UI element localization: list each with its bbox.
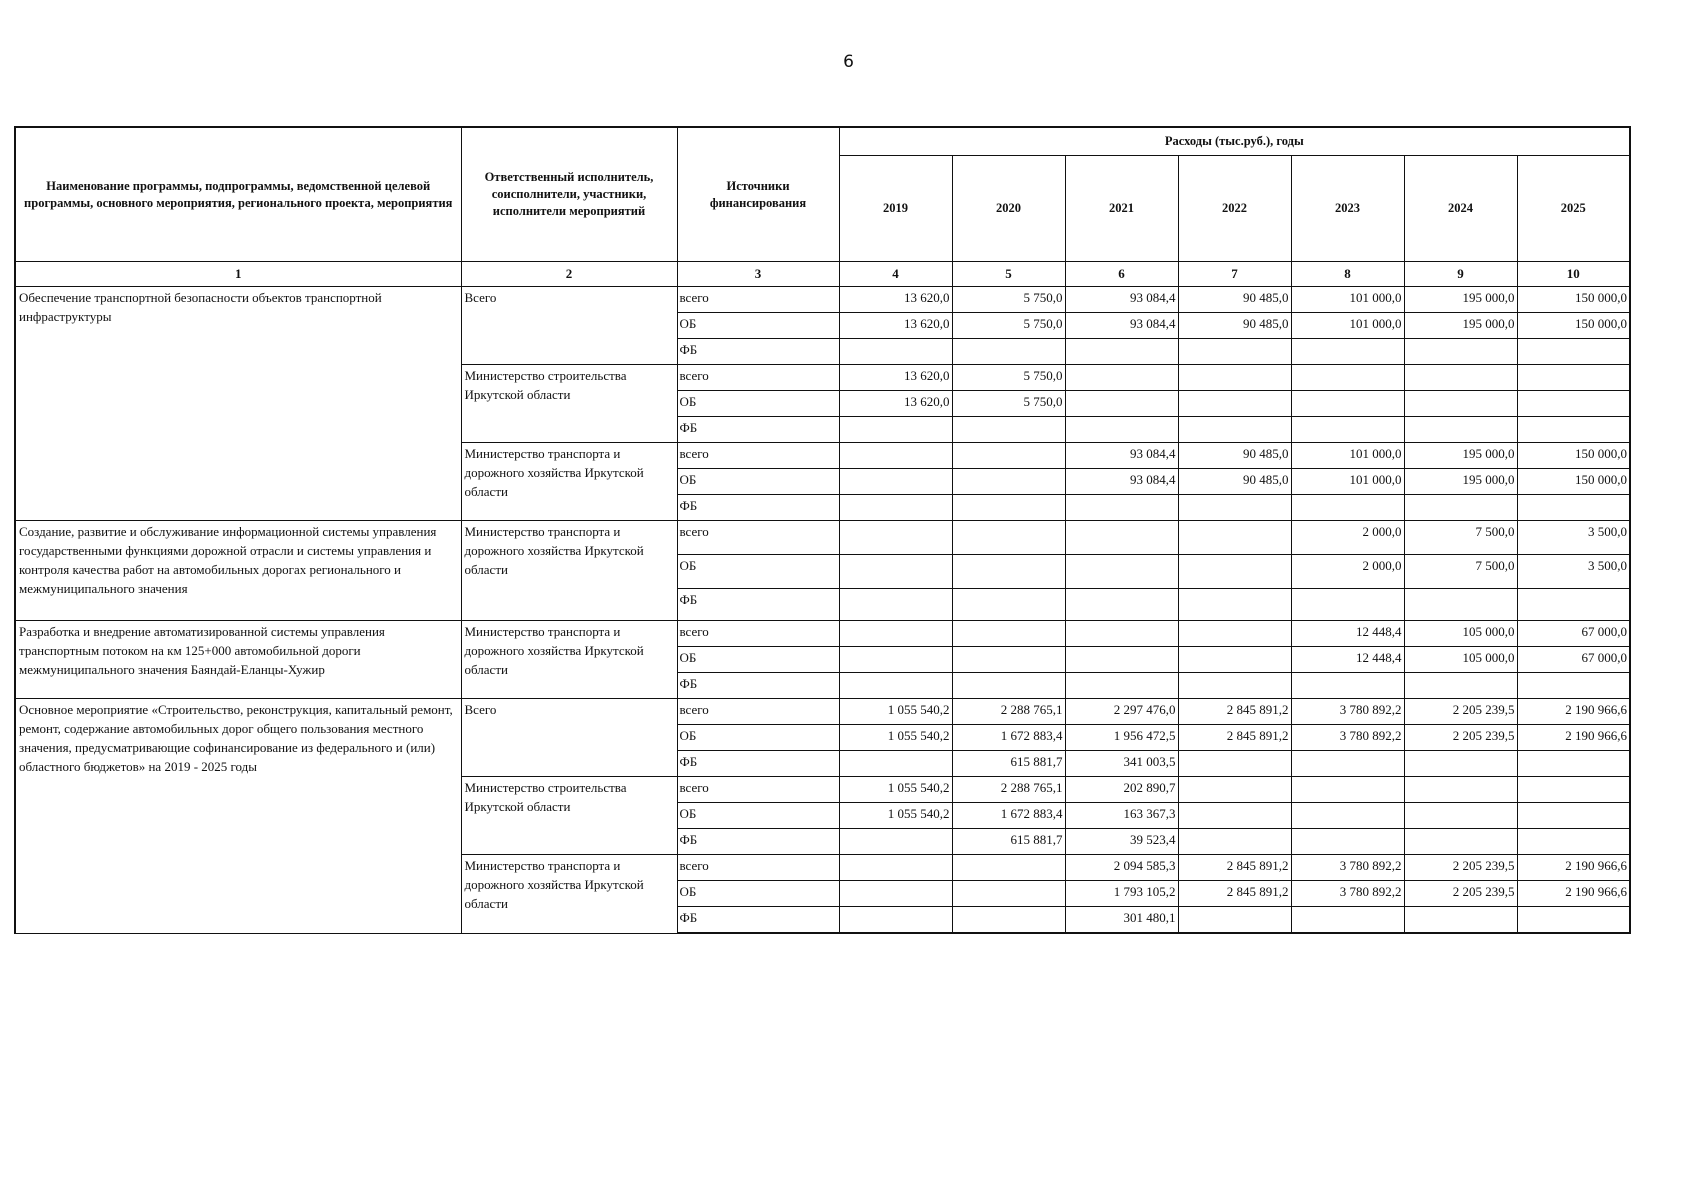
value-cell: 615 881,7 <box>952 751 1065 777</box>
value-cell: 2 205 239,5 <box>1404 699 1517 725</box>
value-cell <box>839 555 952 589</box>
funding-source: всего <box>677 699 839 725</box>
value-cell: 101 000,0 <box>1291 287 1404 313</box>
value-cell <box>839 521 952 555</box>
value-cell: 101 000,0 <box>1291 469 1404 495</box>
value-cell <box>1065 495 1178 521</box>
value-cell: 2 288 765,1 <box>952 699 1065 725</box>
value-cell: 13 620,0 <box>839 287 952 313</box>
funding-source: ОБ <box>677 469 839 495</box>
value-cell <box>1065 365 1178 391</box>
value-cell <box>1178 829 1291 855</box>
value-cell <box>952 555 1065 589</box>
value-cell <box>839 647 952 673</box>
header-executor: Ответственный исполнитель, соисполнители, участники, исполнители мероприятий <box>461 127 677 262</box>
value-cell: 101 000,0 <box>1291 443 1404 469</box>
value-cell: 150 000,0 <box>1517 313 1630 339</box>
value-cell <box>1178 751 1291 777</box>
value-cell <box>952 881 1065 907</box>
value-cell: 90 485,0 <box>1178 313 1291 339</box>
value-cell: 195 000,0 <box>1404 469 1517 495</box>
value-cell <box>952 589 1065 621</box>
value-cell: 13 620,0 <box>839 313 952 339</box>
value-cell: 195 000,0 <box>1404 313 1517 339</box>
executor: Министерство транспорта и дорожного хозяйства Иркутской области <box>461 443 677 521</box>
value-cell <box>1404 777 1517 803</box>
value-cell <box>839 339 952 365</box>
value-cell <box>952 673 1065 699</box>
value-cell <box>1291 907 1404 934</box>
value-cell <box>1178 907 1291 934</box>
value-cell: 67 000,0 <box>1517 621 1630 647</box>
column-number: 8 <box>1291 262 1404 287</box>
program-name: Основное мероприятие «Строительство, реконструкция, капитальный ремонт, ремонт, содержание автомобильных дорог общего пользования местного значения, предусматривающие софинансирование из федерального и (или) областного бюджетов» на 2019 - 2025 годы <box>15 699 461 934</box>
value-cell: 1 793 105,2 <box>1065 881 1178 907</box>
value-cell <box>1291 673 1404 699</box>
funding-source: ФБ <box>677 907 839 934</box>
value-cell: 7 500,0 <box>1404 521 1517 555</box>
value-cell: 2 190 966,6 <box>1517 699 1630 725</box>
funding-source: всего <box>677 443 839 469</box>
value-cell: 67 000,0 <box>1517 647 1630 673</box>
value-cell: 39 523,4 <box>1065 829 1178 855</box>
value-cell: 13 620,0 <box>839 365 952 391</box>
value-cell: 1 055 540,2 <box>839 699 952 725</box>
value-cell <box>952 647 1065 673</box>
value-cell <box>839 881 952 907</box>
value-cell <box>1065 555 1178 589</box>
value-cell <box>839 589 952 621</box>
page-number: 6 <box>843 52 854 72</box>
column-number: 1 <box>15 262 461 287</box>
program-name: Разработка и внедрение автоматизированной системы управления транспортным потоком на км 125+000 автомобильной дороги межмуниципального значения Баяндай-Еланцы-Хужир <box>15 621 461 699</box>
header-year-2021: 2021 <box>1065 155 1178 261</box>
value-cell <box>952 469 1065 495</box>
value-cell: 7 500,0 <box>1404 555 1517 589</box>
value-cell: 3 780 892,2 <box>1291 725 1404 751</box>
value-cell <box>1065 589 1178 621</box>
value-cell: 3 780 892,2 <box>1291 699 1404 725</box>
value-cell: 5 750,0 <box>952 391 1065 417</box>
value-cell: 2 845 891,2 <box>1178 855 1291 881</box>
value-cell <box>1517 339 1630 365</box>
value-cell <box>1517 907 1630 934</box>
value-cell <box>1178 621 1291 647</box>
value-cell <box>1291 391 1404 417</box>
value-cell <box>952 417 1065 443</box>
value-cell <box>1404 365 1517 391</box>
executor: Всего <box>461 287 677 365</box>
value-cell <box>1065 673 1178 699</box>
value-cell: 150 000,0 <box>1517 443 1630 469</box>
value-cell <box>1404 495 1517 521</box>
value-cell: 150 000,0 <box>1517 287 1630 313</box>
value-cell <box>1178 339 1291 365</box>
value-cell: 93 084,4 <box>1065 443 1178 469</box>
header-year-2022: 2022 <box>1178 155 1291 261</box>
value-cell <box>1517 751 1630 777</box>
value-cell <box>1291 803 1404 829</box>
value-cell: 2 845 891,2 <box>1178 725 1291 751</box>
value-cell <box>1178 555 1291 589</box>
value-cell: 3 780 892,2 <box>1291 881 1404 907</box>
value-cell: 2 845 891,2 <box>1178 699 1291 725</box>
value-cell <box>1404 907 1517 934</box>
value-cell <box>1178 589 1291 621</box>
value-cell <box>1517 777 1630 803</box>
value-cell <box>1178 391 1291 417</box>
value-cell: 1 956 472,5 <box>1065 725 1178 751</box>
value-cell: 93 084,4 <box>1065 469 1178 495</box>
table-row <box>15 521 1630 555</box>
funding-source: всего <box>677 287 839 313</box>
value-cell: 101 000,0 <box>1291 313 1404 339</box>
value-cell <box>1517 589 1630 621</box>
executor: Министерство транспорта и дорожного хозяйства Иркутской области <box>461 621 677 699</box>
funding-source: ФБ <box>677 495 839 521</box>
value-cell: 341 003,5 <box>1065 751 1178 777</box>
funding-source: ОБ <box>677 881 839 907</box>
value-cell <box>952 339 1065 365</box>
value-cell: 1 672 883,4 <box>952 803 1065 829</box>
program-name: Создание, развитие и обслуживание информационной системы управления государственными функциями дорожной отрасли и системы управления и контроля качества работ на автомобильных дорогах регионального и межмуниципального значения <box>15 521 461 621</box>
value-cell <box>952 907 1065 934</box>
value-cell <box>1178 365 1291 391</box>
funding-source: всего <box>677 521 839 555</box>
value-cell: 195 000,0 <box>1404 443 1517 469</box>
column-number: 9 <box>1404 262 1517 287</box>
value-cell <box>1517 829 1630 855</box>
value-cell: 105 000,0 <box>1404 621 1517 647</box>
value-cell: 2 190 966,6 <box>1517 855 1630 881</box>
value-cell <box>1517 365 1630 391</box>
value-cell <box>1065 621 1178 647</box>
value-cell: 2 205 239,5 <box>1404 725 1517 751</box>
value-cell: 1 055 540,2 <box>839 777 952 803</box>
value-cell <box>1065 339 1178 365</box>
value-cell: 3 500,0 <box>1517 555 1630 589</box>
header-year-2025: 2025 <box>1517 155 1630 261</box>
value-cell: 2 205 239,5 <box>1404 855 1517 881</box>
executor: Министерство транспорта и дорожного хозяйства Иркутской области <box>461 855 677 934</box>
value-cell: 90 485,0 <box>1178 287 1291 313</box>
value-cell: 2 190 966,6 <box>1517 881 1630 907</box>
table-row <box>15 621 1630 647</box>
value-cell: 3 780 892,2 <box>1291 855 1404 881</box>
header-source: Источники финансирования <box>677 127 839 262</box>
header-year-2023: 2023 <box>1291 155 1404 261</box>
funding-source: всего <box>677 777 839 803</box>
value-cell <box>1517 673 1630 699</box>
value-cell <box>1404 673 1517 699</box>
value-cell <box>1517 417 1630 443</box>
value-cell <box>1404 829 1517 855</box>
value-cell <box>839 621 952 647</box>
value-cell <box>839 495 952 521</box>
value-cell: 5 750,0 <box>952 313 1065 339</box>
value-cell <box>1404 391 1517 417</box>
funding-source: ОБ <box>677 725 839 751</box>
value-cell: 2 094 585,3 <box>1065 855 1178 881</box>
value-cell <box>1291 751 1404 777</box>
program-name: Обеспечение транспортной безопасности объектов транспортной инфраструктуры <box>15 287 461 521</box>
funding-source: ОБ <box>677 313 839 339</box>
executor: Министерство строительства Иркутской области <box>461 365 677 443</box>
value-cell: 12 448,4 <box>1291 621 1404 647</box>
funding-source: ОБ <box>677 803 839 829</box>
value-cell <box>1178 495 1291 521</box>
value-cell: 195 000,0 <box>1404 287 1517 313</box>
table-row <box>15 699 1630 725</box>
value-cell: 90 485,0 <box>1178 469 1291 495</box>
value-cell: 2 288 765,1 <box>952 777 1065 803</box>
column-number: 4 <box>839 262 952 287</box>
value-cell: 5 750,0 <box>952 365 1065 391</box>
funding-source: всего <box>677 855 839 881</box>
column-number: 6 <box>1065 262 1178 287</box>
value-cell <box>1517 391 1630 417</box>
value-cell <box>1404 417 1517 443</box>
value-cell: 90 485,0 <box>1178 443 1291 469</box>
value-cell <box>952 855 1065 881</box>
value-cell: 2 000,0 <box>1291 555 1404 589</box>
value-cell <box>952 495 1065 521</box>
value-cell <box>952 443 1065 469</box>
column-number: 2 <box>461 262 677 287</box>
value-cell: 1 055 540,2 <box>839 725 952 751</box>
funding-source: ОБ <box>677 391 839 417</box>
value-cell <box>839 417 952 443</box>
funding-source: ФБ <box>677 751 839 777</box>
funding-source: всего <box>677 621 839 647</box>
header-name: Наименование программы, подпрограммы, ведомственной целевой программы, основного мероприятия, регионального проекта, мероприятия <box>15 127 461 262</box>
value-cell <box>839 907 952 934</box>
value-cell <box>1178 673 1291 699</box>
header-year-2020: 2020 <box>952 155 1065 261</box>
header-expenses-title: Расходы (тыс.руб.), годы <box>839 127 1630 155</box>
funding-source: ФБ <box>677 339 839 365</box>
value-cell: 2 205 239,5 <box>1404 881 1517 907</box>
funding-source: ФБ <box>677 589 839 621</box>
value-cell <box>1065 391 1178 417</box>
value-cell: 615 881,7 <box>952 829 1065 855</box>
funding-source: ФБ <box>677 673 839 699</box>
value-cell: 12 448,4 <box>1291 647 1404 673</box>
value-cell: 301 480,1 <box>1065 907 1178 934</box>
value-cell: 93 084,4 <box>1065 313 1178 339</box>
value-cell: 2 190 966,6 <box>1517 725 1630 751</box>
funding-source: ОБ <box>677 647 839 673</box>
value-cell <box>1291 589 1404 621</box>
funding-source: всего <box>677 365 839 391</box>
value-cell: 150 000,0 <box>1517 469 1630 495</box>
value-cell: 1 055 540,2 <box>839 803 952 829</box>
funding-source: ФБ <box>677 417 839 443</box>
value-cell: 2 297 476,0 <box>1065 699 1178 725</box>
value-cell <box>1178 803 1291 829</box>
column-number: 3 <box>677 262 839 287</box>
value-cell: 105 000,0 <box>1404 647 1517 673</box>
column-number: 5 <box>952 262 1065 287</box>
value-cell <box>1291 495 1404 521</box>
value-cell: 5 750,0 <box>952 287 1065 313</box>
funding-source: ФБ <box>677 829 839 855</box>
value-cell <box>1291 777 1404 803</box>
executor: Всего <box>461 699 677 777</box>
funding-source: ОБ <box>677 555 839 589</box>
header-year-2019: 2019 <box>839 155 952 261</box>
table-row <box>15 287 1630 313</box>
value-cell <box>1291 417 1404 443</box>
value-cell <box>1065 647 1178 673</box>
value-cell <box>839 443 952 469</box>
value-cell <box>1404 751 1517 777</box>
header-year-2024: 2024 <box>1404 155 1517 261</box>
value-cell <box>952 521 1065 555</box>
executor: Министерство транспорта и дорожного хозяйства Иркутской области <box>461 521 677 621</box>
value-cell: 2 000,0 <box>1291 521 1404 555</box>
value-cell <box>1178 417 1291 443</box>
value-cell <box>1404 589 1517 621</box>
value-cell: 202 890,7 <box>1065 777 1178 803</box>
value-cell <box>1065 417 1178 443</box>
executor: Министерство строительства Иркутской области <box>461 777 677 855</box>
value-cell <box>839 673 952 699</box>
value-cell <box>1178 521 1291 555</box>
value-cell: 3 500,0 <box>1517 521 1630 555</box>
value-cell <box>839 855 952 881</box>
value-cell: 2 845 891,2 <box>1178 881 1291 907</box>
budget-table <box>14 126 1631 934</box>
value-cell: 93 084,4 <box>1065 287 1178 313</box>
value-cell <box>1404 339 1517 365</box>
value-cell <box>1178 647 1291 673</box>
column-number: 10 <box>1517 262 1630 287</box>
value-cell: 13 620,0 <box>839 391 952 417</box>
value-cell <box>1517 803 1630 829</box>
value-cell: 1 672 883,4 <box>952 725 1065 751</box>
value-cell <box>1517 495 1630 521</box>
value-cell <box>1178 777 1291 803</box>
value-cell <box>952 621 1065 647</box>
value-cell <box>1291 829 1404 855</box>
value-cell <box>839 829 952 855</box>
value-cell <box>1404 803 1517 829</box>
value-cell <box>839 469 952 495</box>
value-cell: 163 367,3 <box>1065 803 1178 829</box>
column-number: 7 <box>1178 262 1291 287</box>
value-cell <box>1291 339 1404 365</box>
value-cell <box>1291 365 1404 391</box>
value-cell <box>839 751 952 777</box>
value-cell <box>1065 521 1178 555</box>
